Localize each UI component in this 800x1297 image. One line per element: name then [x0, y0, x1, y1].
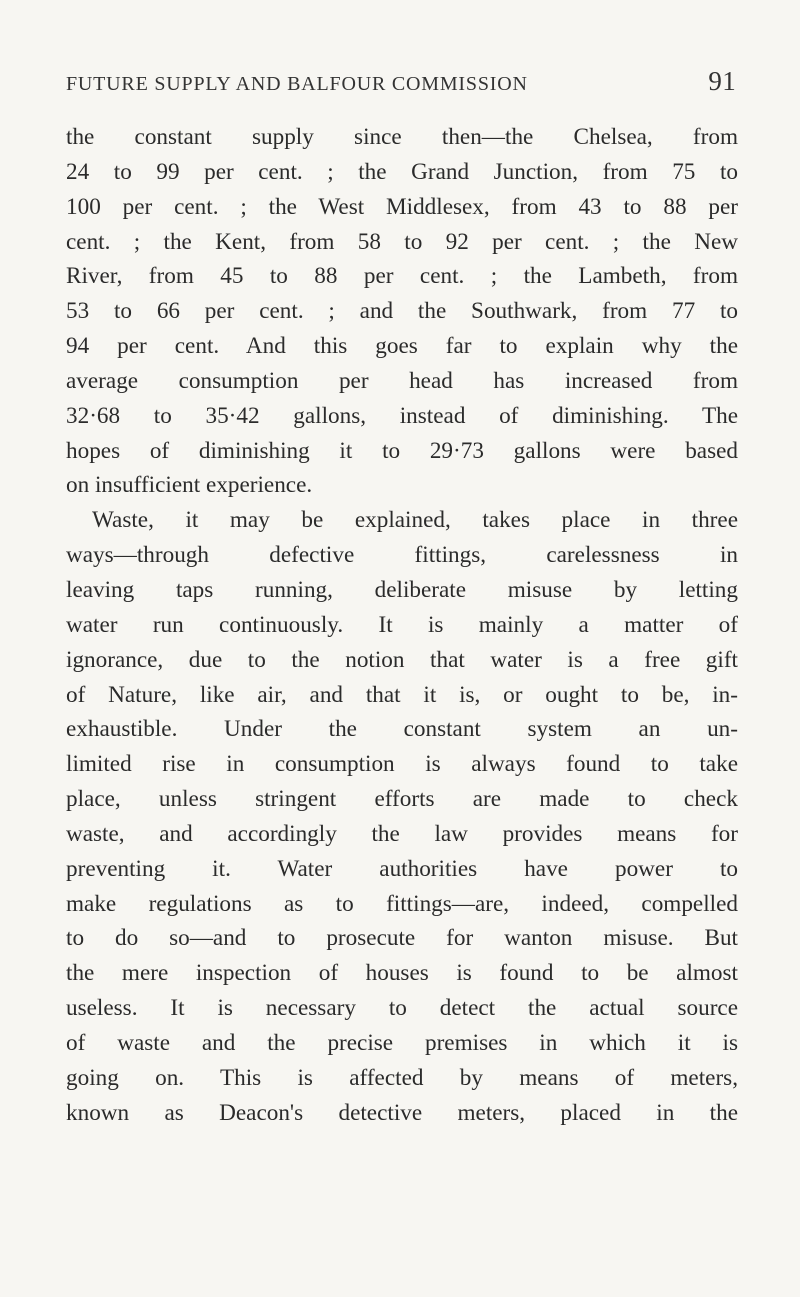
text-line: the constant supply since then—the Chelsea, from	[66, 124, 738, 150]
running-head	[66, 66, 736, 97]
text-line: on insufficient experience.	[66, 472, 313, 499]
text-line: water run continuously. It is mainly a matter of	[66, 611, 738, 638]
text-line: 53 to 66 per cent. ; and the Southwark, from 77 to	[66, 298, 738, 325]
paragraph-1	[66, 120, 738, 503]
text-line: hopes of diminishing it to 29·73 gallons were based	[66, 437, 738, 464]
text-line: the mere inspection of houses is found to be almost	[66, 960, 738, 987]
text-line: leaving taps running, deliberate misuse by letting	[66, 576, 738, 603]
text-line: ignorance, due to the notion that water is a free gift	[66, 646, 738, 673]
text-line: useless. It is necessary to detect the actual source	[66, 995, 738, 1022]
text-line: of waste and the precise premises in which it is	[66, 1029, 738, 1056]
text-line: 32·68 to 35·42 gallons, instead of diminishing. The	[66, 402, 738, 429]
running-head-title: FUTURE SUPPLY AND BALFOUR COMMISSION	[66, 73, 528, 95]
text-line: make regulations as to fittings—are, indeed, compelled	[66, 890, 738, 917]
text-line: Waste, it may be explained, takes place in three	[92, 507, 738, 534]
text-line: ways—through defective fittings, carelessness in	[66, 542, 738, 569]
text-line: 24 to 99 per cent. ; the Grand Junction, from 75 to	[66, 158, 738, 185]
body-text	[66, 120, 738, 1130]
text-line: to do so—and to prosecute for wanton misuse. But	[66, 925, 738, 952]
text-line: preventing it. Water authorities have power to	[66, 855, 738, 882]
text-line: known as Deacon's detective meters, placed in the	[66, 1099, 738, 1126]
text-line: River, from 45 to 88 per cent. ; the Lambeth, from	[66, 263, 738, 290]
text-line: going on. This is affected by means of meters,	[66, 1064, 738, 1091]
text-line: place, unless stringent efforts are made to check	[66, 786, 738, 813]
text-line: of Nature, like air, and that it is, or ought to be, in-	[66, 681, 738, 708]
text-line: 100 per cent. ; the West Middlesex, from 43 to 88 per	[66, 193, 738, 220]
text-line: exhaustible. Under the constant system an un-	[66, 716, 738, 743]
paragraph-2	[66, 503, 738, 1130]
text-line: limited rise in consumption is always found to take	[66, 751, 738, 778]
page-number: 91	[708, 66, 736, 96]
text-line: cent. ; the Kent, from 58 to 92 per cent. ; the New	[66, 228, 738, 255]
text-line: waste, and accordingly the law provides means for	[66, 820, 738, 847]
text-line: average consumption per head has increased from	[66, 367, 738, 394]
text-line: 94 per cent. And this goes far to explain why the	[66, 333, 738, 360]
